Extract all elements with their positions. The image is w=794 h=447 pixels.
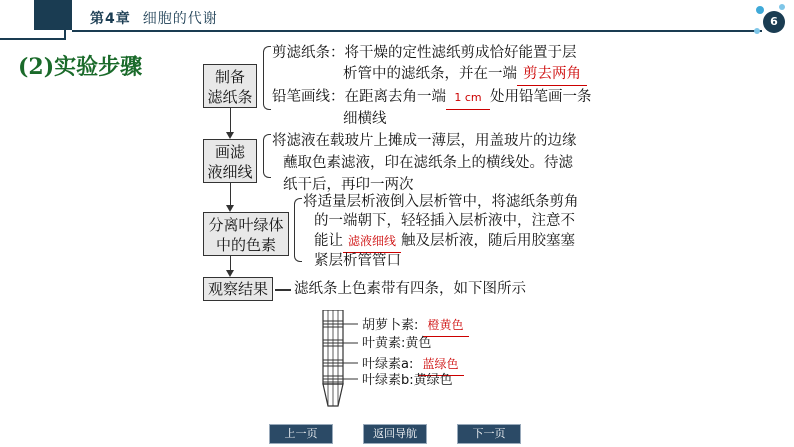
arrow-down-icon — [226, 132, 234, 139]
pigment-name: 叶黄素: — [362, 336, 406, 351]
step-label: 滤纸条 — [207, 88, 253, 106]
pigment-label-chlorophyll-b — [362, 370, 453, 392]
answer-blank: 橙黄色 — [423, 314, 469, 337]
page-badge — [752, 4, 788, 40]
back-to-nav-button[interactable]: 返回导航 — [363, 424, 427, 444]
step2-line2: 蘸取色素滤液，印在滤纸条上的横线处。待滤 — [283, 155, 573, 171]
page-number: 6 — [763, 11, 785, 33]
step-label: 中的色素 — [215, 236, 276, 254]
cut-text: 将干燥的定性滤纸剪成恰好能置于层 — [344, 45, 577, 61]
step1-pencil-line2: 细横线 — [343, 111, 387, 127]
answer-blank: 蓝绿色 — [418, 353, 464, 376]
step-label: 观察结果 — [207, 280, 268, 298]
step3-line4: 紧层析管管口 — [314, 253, 401, 269]
pencil-text: 在距离去角一端 — [344, 89, 446, 105]
answer-blank: 1 cm — [446, 87, 490, 110]
pigment-label-xanthophyll — [362, 333, 431, 355]
chapter-number: 第4章 — [90, 11, 131, 27]
decor-dot-icon — [756, 6, 764, 14]
step-label: 画滤 — [214, 143, 245, 161]
answer-blank: 滤液细线 — [343, 230, 401, 253]
step-box-draw-line — [203, 139, 257, 183]
pigment-value: 黄色 — [405, 336, 432, 351]
next-page-button[interactable]: 下一页 — [457, 424, 521, 444]
bottom-navigation — [0, 424, 794, 447]
cut-text: 析管中的滤纸条，并在一端 — [343, 66, 517, 82]
cut-label: 剪滤纸条： — [272, 45, 345, 61]
step1-cut-line2 — [343, 63, 587, 86]
pigment-name: 胡萝卜素: — [362, 318, 419, 333]
pigment-name: 叶绿素a: — [362, 357, 414, 372]
pigment-name: 叶绿素b: — [362, 373, 414, 388]
step4-text: 滤纸条上色素带有四条，如下图所示 — [294, 281, 526, 297]
step2-line1: 将滤液在载玻片上摊成一薄层，用盖玻片的边缘 — [272, 133, 577, 149]
step1-pencil-line1 — [272, 86, 592, 110]
brace — [294, 198, 302, 262]
prev-page-button[interactable]: 上一页 — [269, 424, 333, 444]
pigment-value: 黄绿色 — [413, 373, 453, 388]
decor-dot-icon — [779, 4, 785, 10]
flow-arrow — [230, 108, 231, 134]
decor-dot-icon — [754, 28, 760, 34]
header-rule — [72, 30, 762, 32]
step-box-separate-pigments — [203, 212, 289, 256]
step-box-observe — [203, 277, 273, 301]
answer-blank: 剪去两角 — [517, 63, 587, 86]
flow-arrow — [230, 183, 231, 207]
step3-text: 触及层析液，随后用胶塞塞 — [401, 233, 575, 249]
arrow-down-icon — [226, 205, 234, 212]
brace — [263, 134, 271, 178]
step3-text: 能让 — [314, 233, 343, 249]
chapter-title: 细胞的代谢 — [142, 11, 218, 27]
step3-line2: 的一端朝下，轻轻插入层析液中，注意不 — [314, 213, 575, 229]
chapter-heading — [90, 8, 218, 28]
step2-line3: 纸干后，再印一两次 — [283, 177, 414, 193]
pencil-label: 铅笔画线： — [272, 89, 345, 105]
connector-line — [275, 289, 291, 291]
arrow-down-icon — [226, 270, 234, 277]
step1-cut-line1 — [272, 42, 577, 64]
brace — [263, 46, 271, 110]
step-label: 液细线 — [207, 163, 253, 181]
step3-line1: 将适量层析液倒入层析管中，将滤纸条剪角 — [303, 194, 579, 210]
step-label: 制备 — [214, 68, 245, 86]
pencil-text: 处用铅笔画一条 — [490, 89, 592, 105]
header-block — [34, 0, 72, 30]
step-label: 分离叶绿体 — [208, 216, 284, 234]
section-title: (2)实验步骤 — [18, 54, 143, 80]
step-box-prepare-paper — [203, 64, 257, 108]
